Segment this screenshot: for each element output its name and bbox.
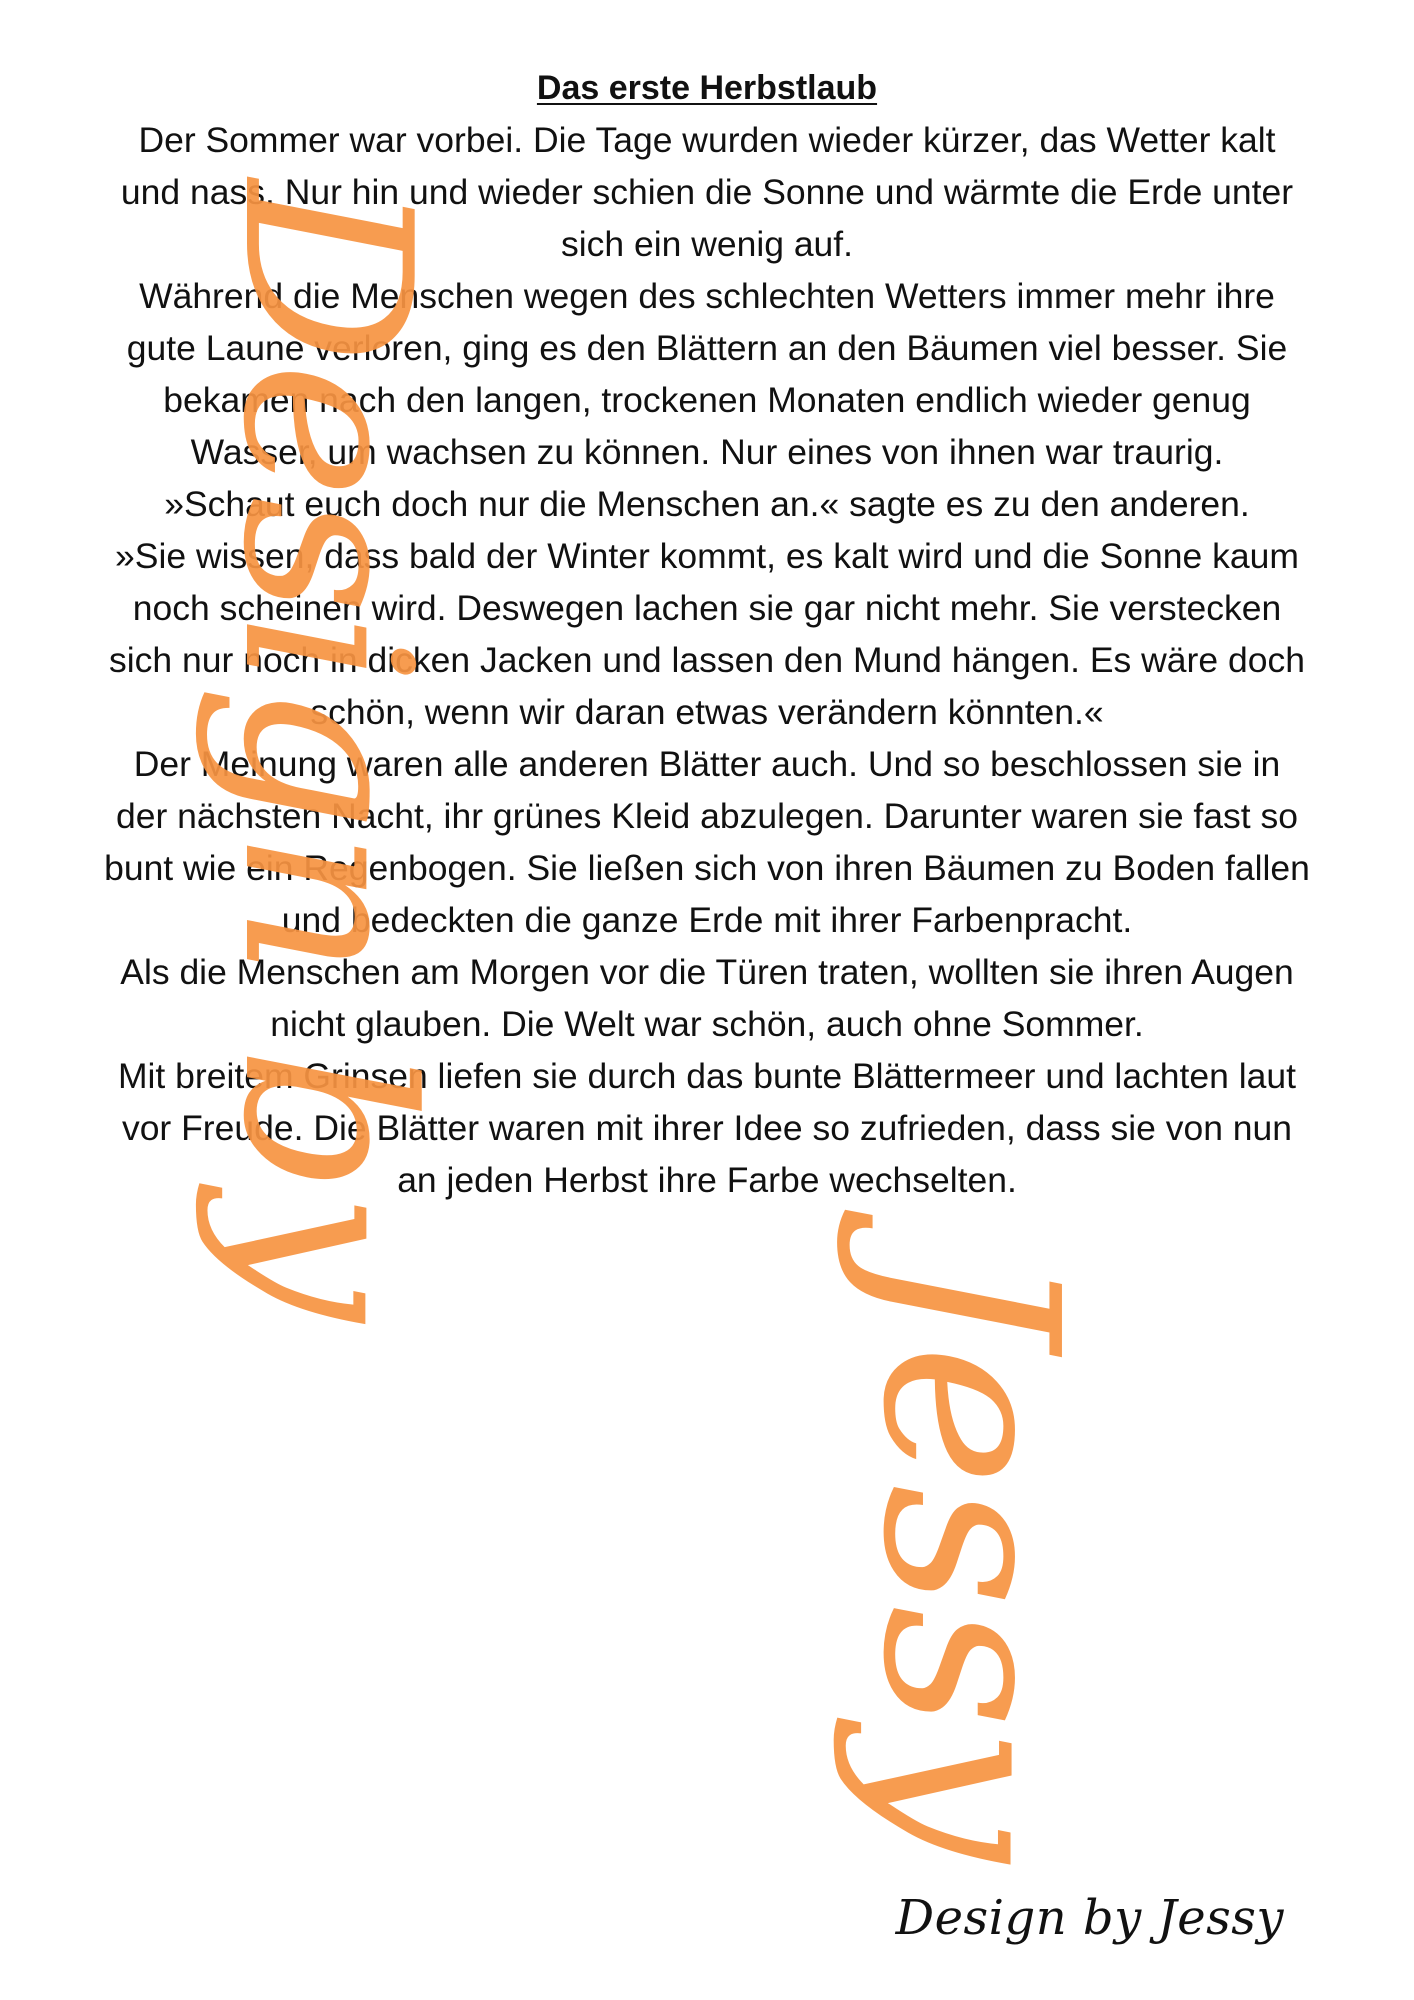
story-line: Der Sommer war vorbei. Die Tage wurden wieder kürzer, das Wetter kalt bbox=[138, 120, 1276, 160]
story-line: Während die Menschen wegen des schlechten Wetters immer mehr ihre bbox=[139, 276, 1275, 316]
story-line: Der Meinung waren alle anderen Blätter auch. Und so beschlossen sie in bbox=[133, 744, 1281, 784]
story-line: und nass. Nur hin und wieder schien die Sonne und wärmte die Erde unter bbox=[120, 172, 1294, 212]
story-body bbox=[70, 62, 1344, 1206]
story-line: der nächsten Nacht, ihr grünes Kleid abzulegen. Darunter waren sie fast so bbox=[115, 796, 1299, 836]
story-line: bekamen nach den langen, trockenen Monaten endlich wieder genug bbox=[163, 380, 1251, 420]
story-line: Wasser, um wachsen zu können. Nur eines von ihnen war traurig. bbox=[190, 432, 1224, 472]
story-line: »Schaut euch doch nur die Menschen an.« sagte es zu den anderen. bbox=[164, 484, 1250, 524]
story-line: Mit breitem Grinsen liefen sie durch das bunte Blättermeer und lachten laut bbox=[117, 1056, 1297, 1096]
story-line: bunt wie ein Regenbogen. Sie ließen sich von ihren Bäumen zu Boden fallen bbox=[104, 848, 1310, 888]
watermark-jessy: Jessy bbox=[830, 1250, 1110, 1861]
story-line: sich nur noch in dicken Jacken und lassen den Mund hängen. Es wäre doch bbox=[109, 640, 1305, 680]
story-title: Das erste Herbstlaub bbox=[536, 69, 878, 107]
story-line: nicht glauben. Die Welt war schön, auch ohne Sommer. bbox=[270, 1004, 1144, 1044]
story-line: »Sie wissen, dass bald der Winter kommt, es kalt wird und die Sonne kaum bbox=[115, 536, 1299, 576]
story-line: gute Laune verloren, ging es den Blättern an den Bäumen viel besser. Sie bbox=[126, 328, 1288, 368]
story-line: und bedeckten die ganze Erde mit ihrer Farbenpracht. bbox=[281, 900, 1133, 940]
story-line: noch scheinen wird. Deswegen lachen sie gar nicht mehr. Sie verstecken bbox=[132, 588, 1282, 628]
story-line: schön, wenn wir daran etwas verändern könnten.« bbox=[310, 692, 1104, 732]
story-line: Als die Menschen am Morgen vor die Türen traten, wollten sie ihren Augen bbox=[120, 952, 1294, 992]
story-line: vor Freude. Die Blätter waren mit ihrer Idee so zufrieden, dass sie von nun bbox=[121, 1108, 1293, 1148]
watermark-design-by: Design by bbox=[192, 180, 459, 1320]
story-line: an jeden Herbst ihre Farbe wechselten. bbox=[397, 1160, 1017, 1200]
story-line: sich ein wenig auf. bbox=[560, 224, 854, 264]
signature: Design by Jessy bbox=[895, 1890, 1284, 1946]
